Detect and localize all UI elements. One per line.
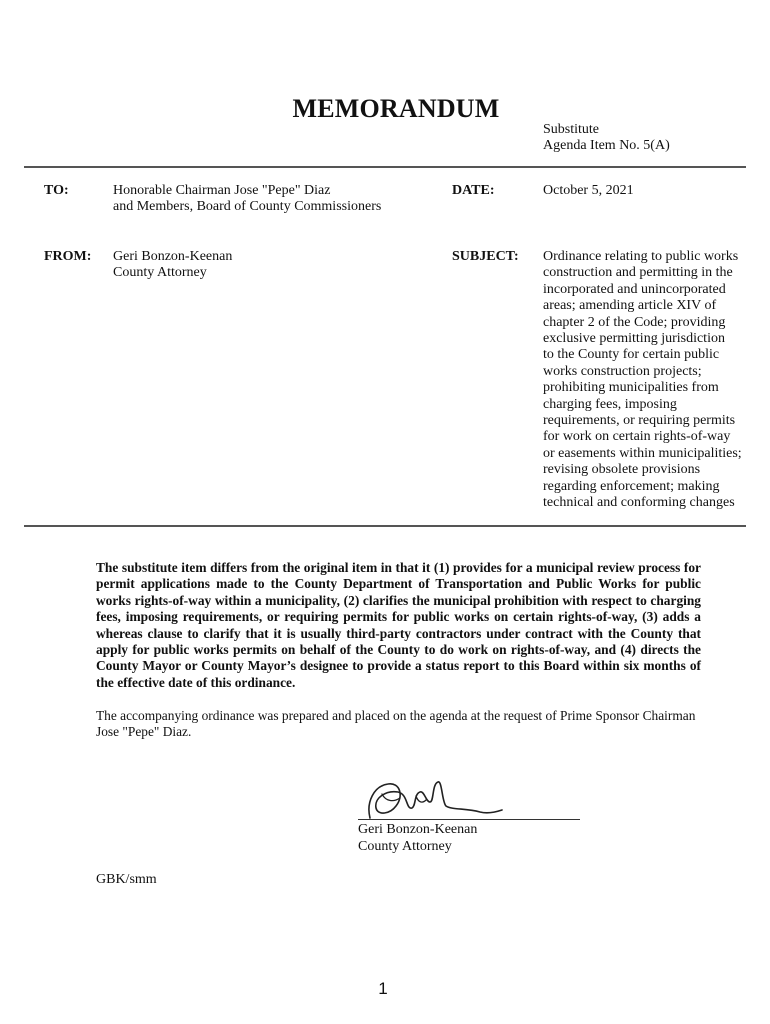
subject-line: to the County for certain public	[543, 347, 720, 363]
signer-name: Geri Bonzon-Keenan	[358, 822, 478, 837]
subject-line: construction and permitting in the	[543, 265, 733, 281]
ordinance-request-paragraph: The accompanying ordinance was prepared and placed on the agenda at the request of Prime Sponsor Chairman Jose "Pepe" Diaz.	[96, 708, 696, 740]
subject-line: areas; amending article XIV of	[543, 298, 717, 314]
body-divider	[24, 525, 746, 527]
to-line-2: and Members, Board of County Commissioners	[113, 199, 382, 215]
agenda-item-number: Agenda Item No. 5(A)	[543, 138, 670, 153]
subject-line: for work on certain rights-of-way	[543, 429, 731, 445]
signer-title: County Attorney	[358, 839, 452, 854]
date-label: DATE:	[452, 183, 495, 198]
to-label: TO:	[44, 183, 69, 198]
from-label: FROM:	[44, 249, 92, 264]
subject-line: charging fees, imposing	[543, 396, 677, 412]
date-value: October 5, 2021	[543, 183, 634, 198]
subject-line: works construction projects;	[543, 363, 702, 379]
subject-line: Ordinance relating to public works	[543, 249, 739, 264]
to-value	[113, 183, 413, 216]
subject-value	[543, 249, 748, 512]
from-line-2: County Attorney	[113, 265, 207, 281]
page-number: 1	[378, 979, 388, 998]
substitute-label: Substitute	[543, 122, 600, 137]
subject-line: chapter 2 of the Code; providing	[543, 314, 726, 330]
header-divider	[24, 166, 746, 168]
subject-line: prohibiting municipalities from	[543, 380, 719, 396]
subject-line: exclusive permitting jurisdiction	[543, 331, 725, 347]
subject-line: or easements within municipalities;	[543, 445, 742, 461]
signature-line	[358, 819, 580, 820]
subject-line: incorporated and unincorporated	[543, 281, 726, 297]
from-line-1: Geri Bonzon-Keenan	[113, 249, 233, 264]
agenda-reference	[543, 122, 670, 154]
memo-title: MEMORANDUM	[292, 94, 500, 123]
substitute-differences-paragraph: The substitute item differs from the original item in that it (1) provides for a municipal review process for permit applications made to the County Department of Transportation and Public Works for public works rights-of-way within a municipality, (2) clarifies the municipal prohibition with respect to charging fees, imposing requirements, or requiring permits for public works on certain rights-of-way, (3) adds a whereas clause to clarify that it is usually third-party contractors under contract with the County that apply for public works permits on behalf of the County to do work on rights-of-way, and (4) directs the County Mayor or County Mayor’s designee to provide a status report to this Board within six months of the effective date of this ordinance.	[96, 560, 701, 690]
subject-line: regarding enforcement; making	[543, 478, 720, 494]
handwritten-signature	[356, 772, 516, 824]
signer-block	[358, 821, 477, 855]
from-value	[113, 249, 232, 282]
subject-line: technical and conforming changes	[543, 495, 735, 511]
typist-initials: GBK/smm	[96, 872, 157, 887]
subject-line: revising obsolete provisions	[543, 462, 701, 478]
subject-line: requirements, or requiring permits	[543, 413, 736, 429]
to-line-1: Honorable Chairman Jose "Pepe" Diaz	[113, 183, 331, 198]
subject-label: SUBJECT:	[452, 249, 519, 264]
